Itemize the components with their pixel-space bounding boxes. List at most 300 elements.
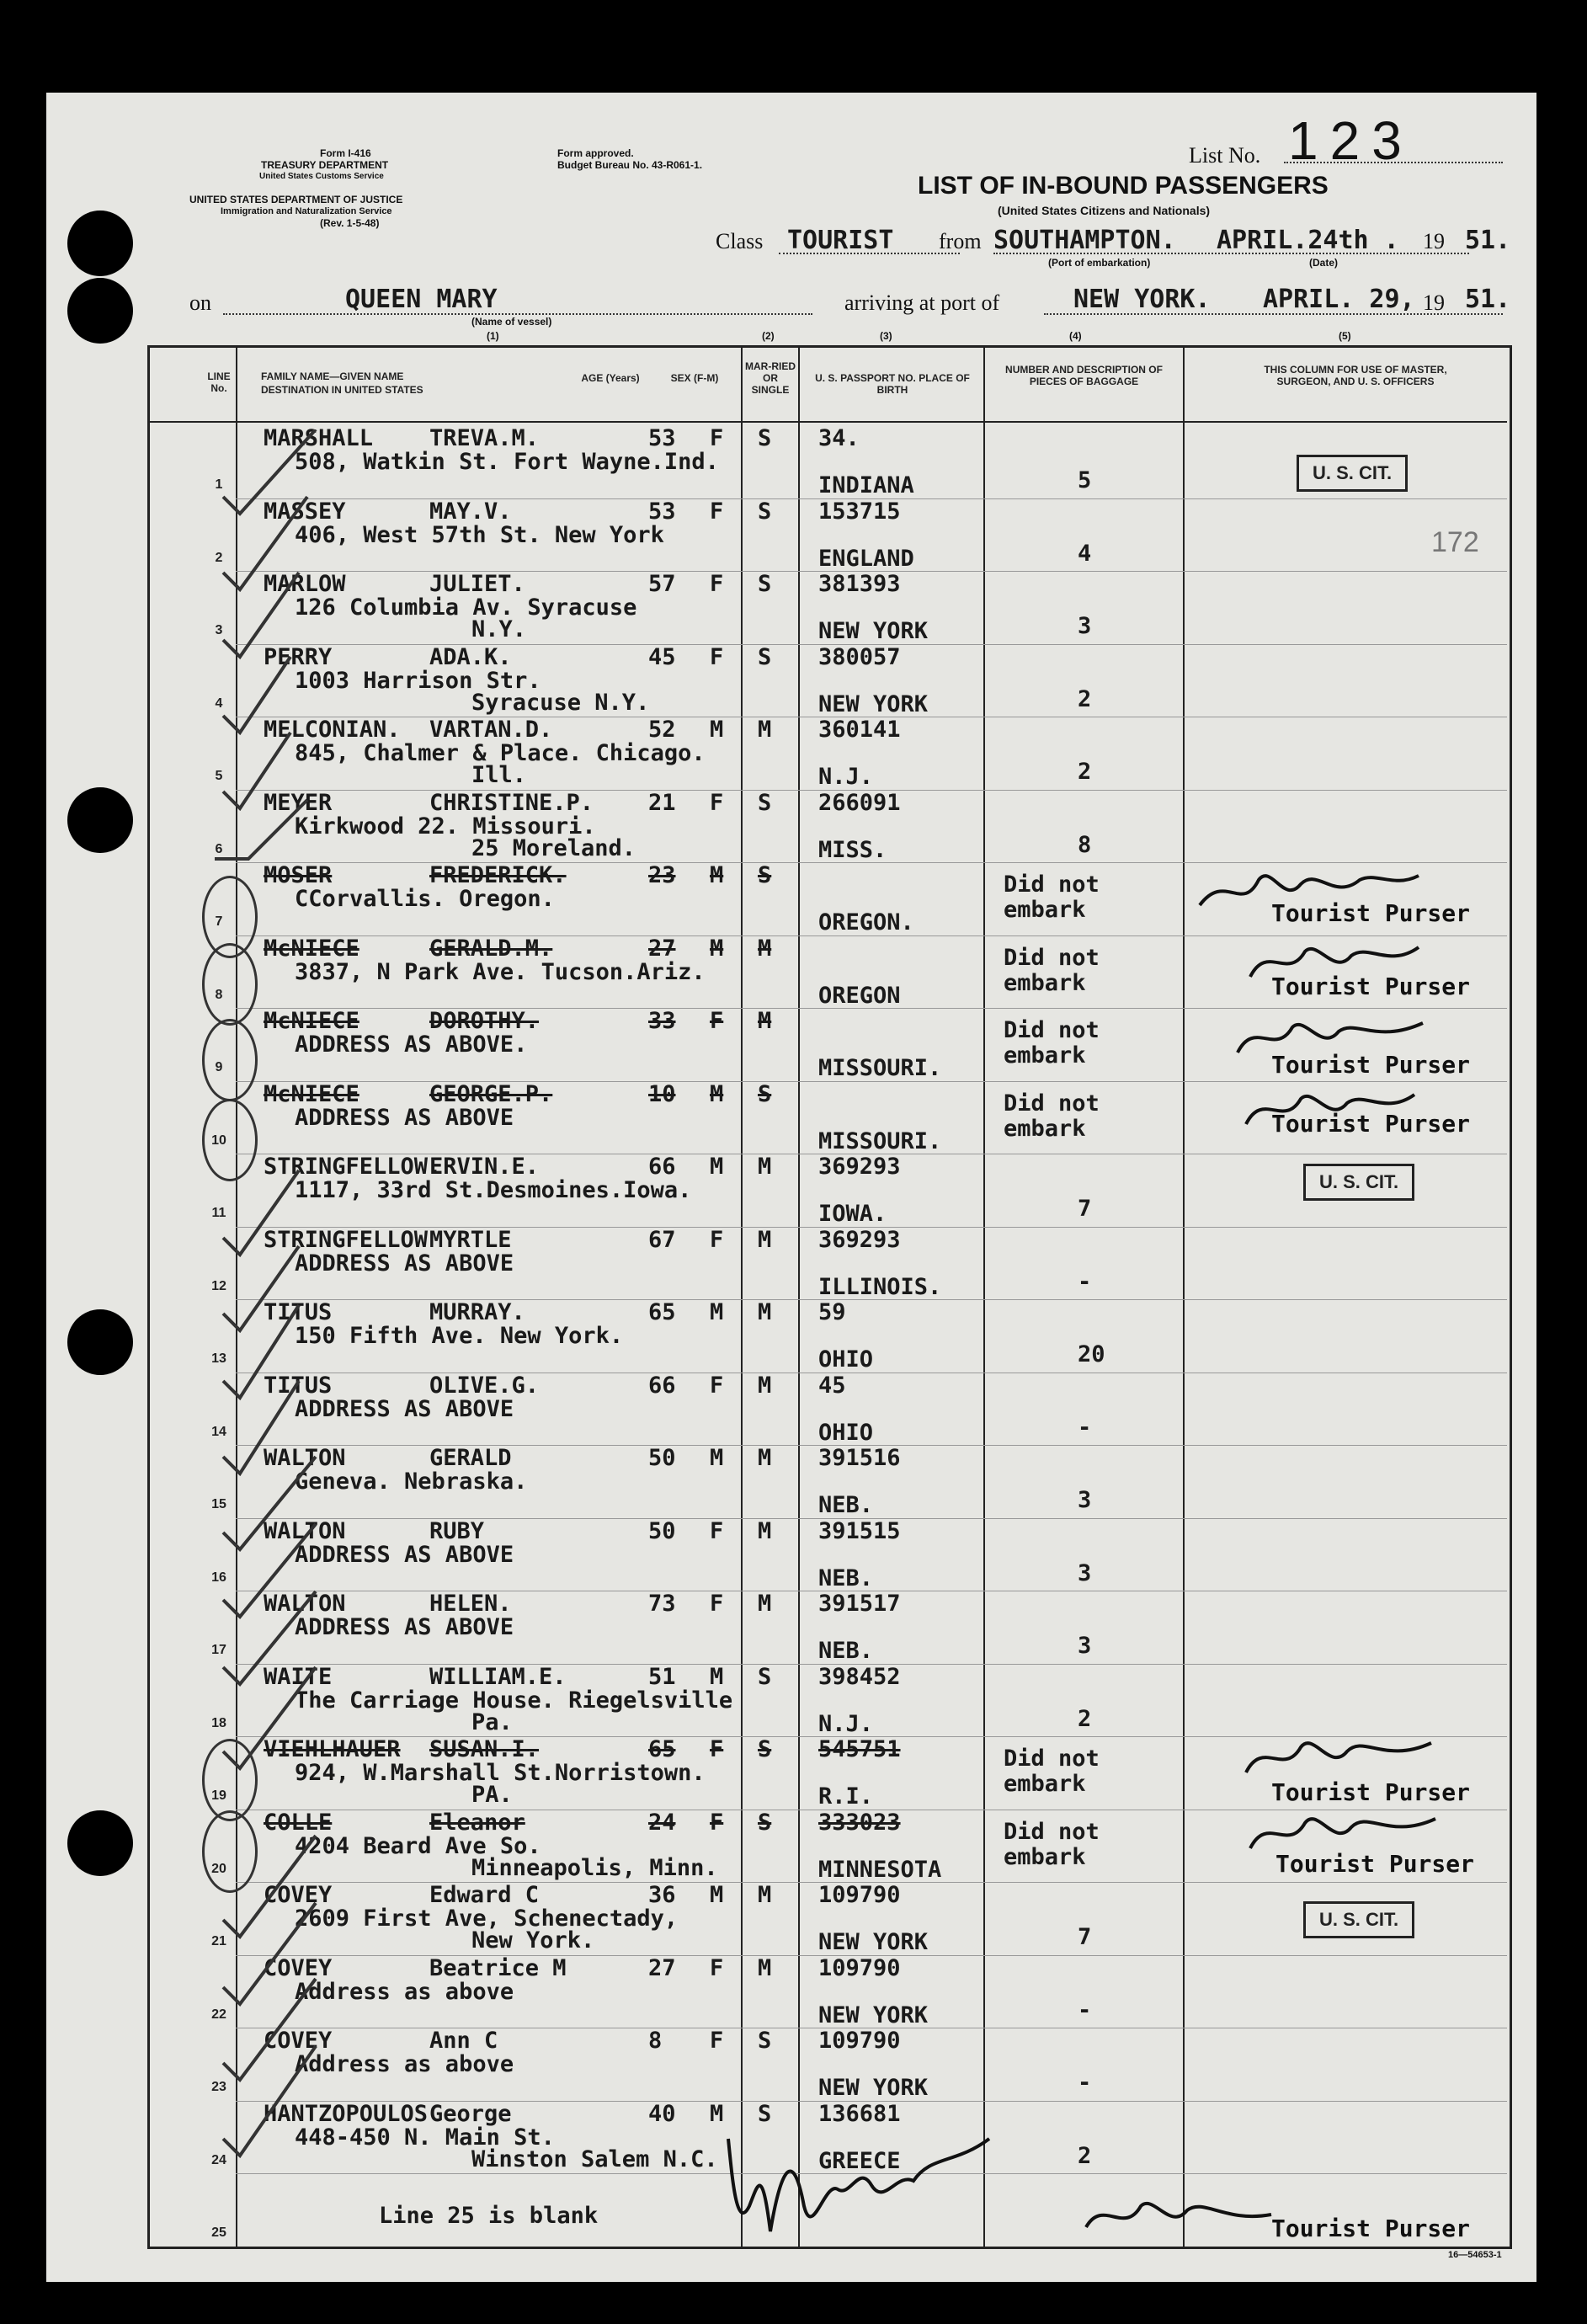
passenger-surname: WALTON bbox=[264, 1517, 346, 1544]
passenger-sex: M bbox=[710, 1882, 724, 1908]
passport-number: 545751 bbox=[818, 1736, 901, 1762]
passenger-marital: S bbox=[758, 1663, 772, 1690]
place-of-birth: NEW YORK bbox=[818, 618, 929, 644]
purser-note: Tourist Purser bbox=[1271, 1778, 1471, 1806]
line-number: 8 bbox=[215, 987, 223, 1002]
destination-address: ADDRESS AS ABOVE bbox=[295, 1104, 514, 1131]
line-number: 16 bbox=[211, 1570, 226, 1585]
passenger-sex: M bbox=[710, 1663, 724, 1690]
check-mark bbox=[198, 429, 770, 2231]
passenger-marital: M bbox=[758, 1445, 772, 1471]
passenger-given-name: ERVIN.E. bbox=[429, 1154, 540, 1180]
passenger-surname: COVEY bbox=[264, 2028, 333, 2054]
passenger-sex: F bbox=[710, 1517, 724, 1544]
line-number: 21 bbox=[211, 1934, 226, 1948]
cancel-circle bbox=[202, 1739, 258, 1821]
place-of-birth: GREECE bbox=[818, 2147, 901, 2174]
header-family-name: FAMILY NAME—GIVEN NAME bbox=[261, 370, 404, 382]
passport-number: 380057 bbox=[818, 643, 901, 670]
passenger-surname: WALTON bbox=[264, 1591, 346, 1617]
destination-address: CCorvallis. Oregon. bbox=[295, 886, 555, 912]
passenger-age: 66 bbox=[648, 1372, 676, 1399]
passenger-surname: MOSER bbox=[264, 862, 333, 888]
passenger-marital: M bbox=[758, 1226, 772, 1253]
destination-address: 448-450 N. Main St. bbox=[295, 2124, 555, 2151]
passenger-age: 52 bbox=[648, 717, 676, 743]
header-destination: DESTINATION IN UNITED STATES bbox=[261, 384, 423, 396]
place-of-birth: NEW YORK bbox=[818, 2075, 929, 2101]
passenger-marital: M bbox=[758, 935, 772, 962]
col-num-2: (2) bbox=[762, 330, 775, 342]
place-of-birth: MINNESOTA bbox=[818, 1856, 942, 1883]
passenger-given-name: TREVA.M. bbox=[429, 425, 540, 451]
destination-address: 126 Columbia Av. Syracuse bbox=[295, 594, 637, 621]
punch-hole bbox=[67, 1309, 133, 1375]
purser-note: Tourist Purser bbox=[1271, 1110, 1471, 1138]
destination-address-2: Ill. bbox=[471, 762, 527, 788]
passenger-sex: F bbox=[710, 425, 724, 451]
passenger-marital: S bbox=[758, 425, 772, 451]
baggage: 7 bbox=[1078, 1196, 1092, 1222]
passenger-surname: COVEY bbox=[264, 1882, 333, 1908]
passport-number: 45 bbox=[818, 1372, 846, 1399]
arrival-year-prefix: 19 bbox=[1423, 290, 1445, 315]
baggage: Did not embark bbox=[1004, 944, 1100, 996]
handwritten-signature bbox=[1242, 1798, 1444, 1865]
destination-address: ADDRESS AS ABOVE. bbox=[295, 1031, 528, 1058]
passport-number: 333023 bbox=[818, 1809, 901, 1836]
passenger-marital: M bbox=[758, 1008, 772, 1034]
form-number: Form I-416 bbox=[320, 147, 371, 159]
revision: (Rev. 1-5-48) bbox=[320, 217, 380, 229]
baggage: 3 bbox=[1078, 1559, 1092, 1586]
baggage: - bbox=[1078, 1414, 1092, 1441]
line-number: 1 bbox=[215, 477, 223, 492]
embark-year: 51. bbox=[1465, 226, 1511, 255]
passenger-sex: F bbox=[710, 1736, 724, 1762]
passenger-age: 51 bbox=[648, 1663, 676, 1690]
vessel-name: QUEEN MARY bbox=[345, 285, 498, 314]
passenger-marital: M bbox=[758, 717, 772, 743]
passenger-surname: MEYER bbox=[264, 789, 333, 816]
col-num-3: (3) bbox=[880, 330, 892, 342]
place-of-birth: NEW YORK bbox=[818, 1929, 929, 1955]
passenger-marital: M bbox=[758, 1299, 772, 1325]
baggage: 3 bbox=[1078, 613, 1092, 639]
passenger-marital: M bbox=[758, 1372, 772, 1399]
passenger-marital: M bbox=[758, 1517, 772, 1544]
destination-address-2: Winston Salem N.C. bbox=[471, 2145, 718, 2172]
passenger-sex: F bbox=[710, 1008, 724, 1034]
line-number: 2 bbox=[215, 550, 223, 565]
passenger-marital: S bbox=[758, 643, 772, 670]
destination-address: ADDRESS AS ABOVE bbox=[295, 1250, 514, 1277]
destination-address: 508, Watkin St. Fort Wayne.Ind. bbox=[295, 449, 719, 475]
passport-number: 369293 bbox=[818, 1226, 901, 1253]
passenger-given-name: MURRAY. bbox=[429, 1299, 525, 1325]
passenger-marital: M bbox=[758, 1882, 772, 1908]
passenger-age: 45 bbox=[648, 643, 676, 670]
passenger-age: 23 bbox=[648, 862, 676, 888]
on-label: on bbox=[189, 290, 211, 315]
destination-address: 4204 Beard Ave So. bbox=[295, 1832, 541, 1859]
passenger-age: 73 bbox=[648, 1591, 676, 1617]
destination-address-2: Pa. bbox=[471, 1708, 513, 1735]
handwritten-signature bbox=[1191, 855, 1427, 922]
place-of-birth: NEW YORK bbox=[818, 2002, 929, 2028]
passenger-marital: M bbox=[758, 1954, 772, 1981]
cancel-circle bbox=[202, 1019, 258, 1101]
passport-number: 34. bbox=[818, 425, 860, 451]
line-number: 25 bbox=[211, 2225, 226, 2240]
us-cit-stamp: U. S. CIT. bbox=[1303, 1901, 1414, 1938]
place-of-birth: NEB. bbox=[818, 1564, 874, 1591]
header-passport: U. S. PASSPORT NO. PLACE OF BIRTH bbox=[815, 372, 970, 396]
passport-number: 381393 bbox=[818, 571, 901, 597]
baggage: 2 bbox=[1078, 685, 1092, 712]
passenger-given-name: Edward C bbox=[429, 1882, 540, 1908]
passenger-given-name: FREDERICK. bbox=[429, 862, 567, 888]
passenger-age: 66 bbox=[648, 1154, 676, 1180]
baggage: 4 bbox=[1078, 540, 1092, 567]
arrival-year: 51. bbox=[1465, 285, 1511, 314]
place-of-birth: NEB. bbox=[818, 1492, 874, 1518]
us-cit-stamp: U. S. CIT. bbox=[1297, 455, 1408, 492]
baggage: Did not embark bbox=[1004, 1090, 1100, 1142]
line-number: 15 bbox=[211, 1497, 226, 1511]
passenger-given-name: ADA.K. bbox=[429, 643, 512, 670]
cancel-circle bbox=[202, 1099, 258, 1181]
place-of-birth: OREGON. bbox=[818, 909, 914, 935]
passport-number: 266091 bbox=[818, 789, 901, 816]
line-number: 22 bbox=[211, 2007, 226, 2022]
passenger-surname: COLLE bbox=[264, 1809, 333, 1836]
margin-note: 172 bbox=[1431, 526, 1479, 558]
page-title: LIST OF IN-BOUND PASSENGERS bbox=[918, 172, 1329, 200]
destination-address: Line 25 is blank bbox=[379, 2203, 599, 2229]
baggage: Did not embark bbox=[1004, 1818, 1100, 1870]
ins-service: Immigration and Naturalization Service bbox=[221, 206, 392, 216]
line-number: 20 bbox=[211, 1861, 226, 1876]
passenger-given-name: OLIVE.G. bbox=[429, 1372, 540, 1399]
passenger-surname: McNIECE bbox=[264, 1080, 359, 1107]
line-number: 18 bbox=[211, 1715, 226, 1730]
baggage: - bbox=[1078, 1996, 1092, 2023]
passport-number: 391516 bbox=[818, 1445, 901, 1471]
passenger-given-name: GERALD.M. bbox=[429, 935, 553, 962]
purser-note: Tourist Purser bbox=[1271, 1051, 1471, 1079]
line-number: 17 bbox=[211, 1643, 226, 1657]
destination-address: Address as above bbox=[295, 2051, 514, 2077]
passenger-given-name: MYRTLE bbox=[429, 1226, 512, 1253]
passenger-surname: HANTZOPOULOS bbox=[264, 2100, 429, 2127]
passenger-given-name: Ann C bbox=[429, 2028, 498, 2054]
passenger-sex: M bbox=[710, 1080, 724, 1107]
us-cit-stamp: U. S. CIT. bbox=[1303, 1164, 1414, 1201]
passenger-sex: M bbox=[710, 1299, 724, 1325]
passenger-surname: TITUS bbox=[264, 1372, 333, 1399]
passport-number: 136681 bbox=[818, 2100, 901, 2127]
destination-address: 406, West 57th St. New York bbox=[295, 521, 664, 548]
destination-address-2: 25 Moreland. bbox=[471, 834, 636, 861]
purser-note: Tourist Purser bbox=[1271, 973, 1471, 1000]
passenger-surname: STRINGFELLOW bbox=[264, 1226, 429, 1253]
passenger-age: 21 bbox=[648, 789, 676, 816]
line-number: 7 bbox=[215, 914, 223, 929]
passenger-sex: F bbox=[710, 571, 724, 597]
passenger-surname: WAITE bbox=[264, 1663, 333, 1690]
baggage: Did not embark bbox=[1004, 1017, 1100, 1069]
header-line-no: LINE No. bbox=[207, 370, 231, 394]
col-num-4: (4) bbox=[1069, 330, 1082, 342]
budget-bureau: Budget Bureau No. 43-R061-1. bbox=[557, 159, 703, 171]
header-baggage: NUMBER AND DESCRIPTION OF PIECES OF BAGGAGE bbox=[1005, 364, 1163, 387]
passenger-surname: MARSHALL bbox=[264, 425, 374, 451]
punch-hole bbox=[67, 787, 133, 853]
cancel-circle bbox=[202, 943, 258, 1026]
passenger-sex: F bbox=[710, 1809, 724, 1836]
passport-number: 391515 bbox=[818, 1517, 901, 1544]
passenger-age: 53 bbox=[648, 498, 676, 525]
class-label: Class bbox=[716, 229, 764, 253]
passport-number: 398452 bbox=[818, 1663, 901, 1690]
passenger-given-name: SUSAN.I. bbox=[429, 1736, 540, 1762]
passenger-marital: M bbox=[758, 1154, 772, 1180]
passenger-surname: STRINGFELLOW. bbox=[264, 1154, 442, 1180]
passport-number: 153715 bbox=[818, 498, 901, 525]
passenger-surname: MARLOW bbox=[264, 571, 346, 597]
from-label: from bbox=[939, 229, 982, 253]
place-of-birth: NEB. bbox=[818, 1638, 874, 1664]
passenger-given-name: JULIET. bbox=[429, 571, 525, 597]
justice-dept: UNITED STATES DEPARTMENT OF JUSTICE bbox=[189, 194, 403, 205]
handwritten-signature bbox=[1078, 2185, 1280, 2244]
destination-address: 3837, N Park Ave. Tucson.Ariz. bbox=[295, 958, 706, 985]
passenger-age: 33 bbox=[648, 1008, 676, 1034]
passenger-sex: F bbox=[710, 1372, 724, 1399]
passenger-surname: MASSEY bbox=[264, 498, 346, 525]
passenger-surname: McNIECE bbox=[264, 1008, 359, 1034]
punch-hole bbox=[67, 1810, 133, 1876]
baggage: 2 bbox=[1078, 759, 1092, 785]
passenger-marital: S bbox=[758, 789, 772, 816]
passport-number: 109790 bbox=[818, 1954, 901, 1981]
place-of-birth: MISSOURI. bbox=[818, 1055, 942, 1081]
line-number: 11 bbox=[211, 1206, 226, 1220]
place-of-birth: MISSOURI. bbox=[818, 1127, 942, 1154]
passenger-sex: M bbox=[710, 1445, 724, 1471]
reference-number: 16—54653-1 bbox=[1448, 2250, 1502, 2260]
col-num-1: (1) bbox=[487, 330, 499, 342]
passenger-given-name: WILLIAM.E. bbox=[429, 1663, 567, 1690]
purser-note: Tourist Purser bbox=[1275, 1850, 1475, 1878]
passenger-given-name: HELEN. bbox=[429, 1591, 512, 1617]
passport-number: 59 bbox=[818, 1299, 846, 1325]
line-number: 23 bbox=[211, 2080, 226, 2094]
place-of-birth: NEW YORK bbox=[818, 690, 929, 717]
arrival-date: APRIL. 29, bbox=[1263, 285, 1415, 314]
destination-address: ADDRESS AS ABOVE bbox=[295, 1541, 514, 1568]
passenger-sex: F bbox=[710, 498, 724, 525]
arrival-port: NEW YORK. bbox=[1073, 285, 1211, 314]
passenger-given-name: GERALD bbox=[429, 1445, 512, 1471]
passenger-marital: S bbox=[758, 571, 772, 597]
passenger-sex: F bbox=[710, 1591, 724, 1617]
place-of-birth: ILLINOIS. bbox=[818, 1273, 942, 1300]
passenger-given-name: DOROTHY. bbox=[429, 1008, 540, 1034]
destination-address-2: N.Y. bbox=[471, 616, 527, 642]
destination-address-2: New York. bbox=[471, 1927, 595, 1954]
punch-hole bbox=[67, 211, 133, 276]
place-of-birth: INDIANA bbox=[818, 472, 914, 498]
line-number: 14 bbox=[211, 1424, 226, 1439]
header-age: AGE (Years) bbox=[581, 372, 640, 384]
passenger-age: 53 bbox=[648, 425, 676, 451]
passenger-sex: M bbox=[710, 2100, 724, 2127]
passenger-sex: M bbox=[710, 1154, 724, 1180]
line-number: 13 bbox=[211, 1351, 226, 1366]
destination-address-2: Syracuse N.Y. bbox=[471, 689, 650, 716]
passenger-given-name: RUBY bbox=[429, 1517, 485, 1544]
passenger-given-name: Beatrice M bbox=[429, 1954, 567, 1981]
line-number: 19 bbox=[211, 1788, 226, 1803]
passenger-sex: F bbox=[710, 1226, 724, 1253]
place-of-birth: N.J. bbox=[818, 1710, 874, 1737]
destination-address: Kirkwood 22. Missouri. bbox=[295, 813, 596, 840]
passenger-surname: TITUS bbox=[264, 1299, 333, 1325]
header-sex: SEX (F-M) bbox=[670, 372, 719, 384]
passenger-sex: F bbox=[710, 643, 724, 670]
destination-address: 924, W.Marshall St.Norristown. bbox=[295, 1760, 706, 1786]
handwritten-signature bbox=[1229, 1006, 1431, 1065]
passenger-surname: COVEY bbox=[264, 1954, 333, 1981]
destination-address: 845, Chalmer & Place. Chicago. bbox=[295, 740, 706, 766]
cancel-circle bbox=[202, 1810, 258, 1893]
handwritten-signature bbox=[1242, 930, 1427, 989]
passenger-marital: S bbox=[758, 2100, 772, 2127]
passport-number: 109790 bbox=[818, 1882, 901, 1908]
customs-service: United States Customs Service bbox=[259, 172, 384, 181]
arriving-label: arriving at port of bbox=[844, 290, 1000, 315]
passenger-given-name: CHRISTINE.P. bbox=[429, 789, 594, 816]
place-of-birth: MISS. bbox=[818, 836, 887, 863]
passenger-age: 8 bbox=[648, 2028, 663, 2054]
embark-port: SOUTHAMPTON. bbox=[993, 226, 1176, 255]
punch-hole bbox=[67, 278, 133, 344]
passenger-age: 40 bbox=[648, 2100, 676, 2127]
passenger-marital: S bbox=[758, 2028, 772, 2054]
baggage: 2 bbox=[1078, 2142, 1092, 2169]
date-note: (Date) bbox=[1309, 257, 1339, 269]
passenger-age: 24 bbox=[648, 1809, 676, 1836]
form-approved: Form approved. bbox=[557, 147, 634, 159]
destination-address: ADDRESS AS ABOVE bbox=[295, 1614, 514, 1640]
destination-address: Address as above bbox=[295, 1978, 514, 2005]
page-subtitle: (United States Citizens and Nationals) bbox=[998, 204, 1211, 217]
place-of-birth: OHIO bbox=[818, 1346, 874, 1373]
passenger-sex: F bbox=[710, 2028, 724, 2054]
passenger-age: 10 bbox=[648, 1080, 676, 1107]
destination-address: Geneva. Nebraska. bbox=[295, 1468, 528, 1495]
line-number: 4 bbox=[215, 696, 223, 711]
passenger-sex: M bbox=[710, 717, 724, 743]
passenger-sex: M bbox=[710, 935, 724, 962]
passenger-age: 65 bbox=[648, 1299, 676, 1325]
passenger-marital: S bbox=[758, 862, 772, 888]
place-of-birth: ENGLAND bbox=[818, 545, 914, 572]
baggage: - bbox=[1078, 1268, 1092, 1295]
vessel-note: (Name of vessel) bbox=[471, 316, 552, 328]
list-no-value: 123 bbox=[1288, 110, 1414, 171]
passenger-surname: PERRY bbox=[264, 643, 333, 670]
baggage: 2 bbox=[1078, 1705, 1092, 1732]
header-married: MAR-RIED OR SINGLE bbox=[745, 360, 796, 396]
embark-note: (Port of embarkation) bbox=[1048, 257, 1151, 269]
passenger-marital: S bbox=[758, 1809, 772, 1836]
header-officers: THIS COLUMN FOR USE OF MASTER, SURGEON, AND U. S. OFFICERS bbox=[1264, 364, 1447, 387]
passenger-age: 50 bbox=[648, 1445, 676, 1471]
line-number: 10 bbox=[211, 1133, 226, 1148]
line-number: 12 bbox=[211, 1278, 226, 1293]
place-of-birth: OHIO bbox=[818, 1419, 874, 1446]
destination-address-2: PA. bbox=[471, 1782, 513, 1808]
place-of-birth: OREGON bbox=[818, 982, 901, 1009]
destination-address: 2609 First Ave, Schenectady, bbox=[295, 1906, 679, 1932]
passport-number: 391517 bbox=[818, 1591, 901, 1617]
destination-address: 1003 Harrison Str. bbox=[295, 667, 541, 694]
passenger-age: 67 bbox=[648, 1226, 676, 1253]
passenger-age: 27 bbox=[648, 935, 676, 962]
embark-year-prefix: 19 bbox=[1423, 229, 1445, 253]
embark-date: APRIL.24th . bbox=[1217, 226, 1399, 255]
passenger-age: 50 bbox=[648, 1517, 676, 1544]
baggage: 3 bbox=[1078, 1633, 1092, 1659]
class-value: TOURIST bbox=[787, 226, 894, 255]
passenger-given-name: GEORGE.P. bbox=[429, 1080, 553, 1107]
baggage: 7 bbox=[1078, 1924, 1092, 1950]
passenger-age: 57 bbox=[648, 571, 676, 597]
line-number: 24 bbox=[211, 2152, 226, 2167]
passenger-sex: F bbox=[710, 1954, 724, 1981]
line-number: 9 bbox=[215, 1060, 223, 1074]
passenger-marital: S bbox=[758, 1736, 772, 1762]
baggage: Did not embark bbox=[1004, 1746, 1100, 1797]
passenger-surname: MELCONIAN. bbox=[264, 717, 401, 743]
baggage: 5 bbox=[1078, 467, 1092, 493]
place-of-birth: N.J. bbox=[818, 764, 874, 790]
handwritten-signature bbox=[1238, 1722, 1440, 1789]
passenger-age: 36 bbox=[648, 1882, 676, 1908]
list-no-label: List No. bbox=[1189, 143, 1261, 168]
passenger-given-name: Eleanor bbox=[429, 1809, 525, 1836]
passenger-marital: M bbox=[758, 1591, 772, 1617]
passenger-surname: VIEHLHAUER bbox=[264, 1736, 401, 1762]
col-num-5: (5) bbox=[1339, 330, 1351, 342]
treasury-dept: TREASURY DEPARTMENT bbox=[261, 159, 389, 171]
passenger-sex: M bbox=[710, 862, 724, 888]
line-number: 3 bbox=[215, 623, 223, 637]
passenger-given-name: VARTAN.D. bbox=[429, 717, 553, 743]
place-of-birth: IOWA. bbox=[818, 1201, 887, 1227]
destination-address: 1117, 33rd St.Desmoines.Iowa. bbox=[295, 1177, 692, 1203]
handwritten-signature bbox=[1238, 1078, 1423, 1137]
destination-address: 150 Fifth Ave. New York. bbox=[295, 1323, 624, 1349]
baggage: Did not embark bbox=[1004, 872, 1100, 923]
place-of-birth: R.I. bbox=[818, 1783, 874, 1810]
passenger-marital: S bbox=[758, 498, 772, 525]
baggage: - bbox=[1078, 2070, 1092, 2096]
purser-note: Tourist Purser bbox=[1271, 2215, 1471, 2242]
